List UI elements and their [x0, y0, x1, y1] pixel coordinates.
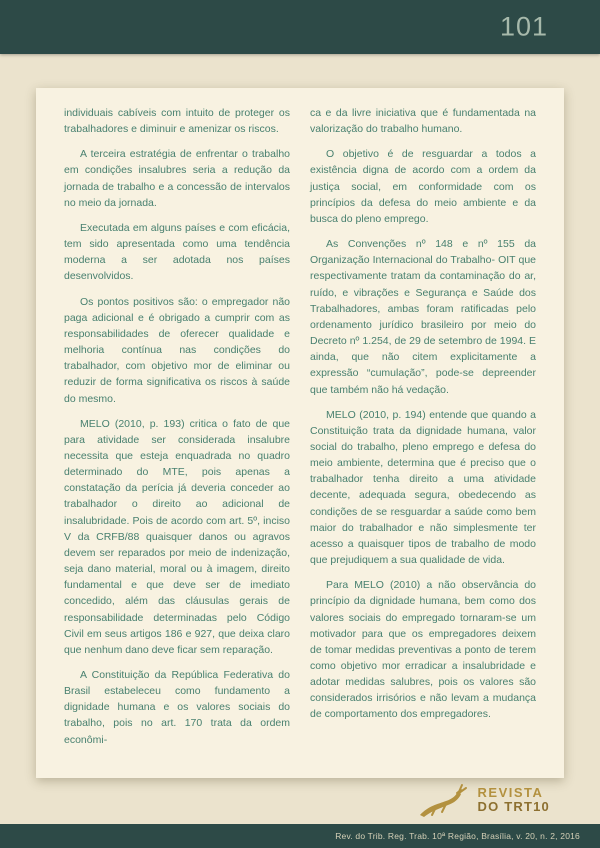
paragraph: A Constituição da República Federativa do Brasil estabeleceu como fundamento a dignidade humana e os valores sociais do trabalho, pois no art. 170 trata da ordem econômi-: [64, 669, 290, 746]
right-column: [310, 105, 536, 761]
paragraph: MELO (2010, p. 194) entende que quando a Constituição trata da dignidade humana, valor social do trabalho, pleno emprego e defesa do meio ambiente, determina que é preciso que o trabalhador tenha direito a uma atividade decente, adequada segura, obedecendo as condições de se resguardar a saúde como bem maior do trabalhador e não simplesmente ter acesso a quaisquer tipos de trabalho de modo que prejudiquem a sua qualidade de vida.: [310, 408, 536, 567]
page-number: 101: [499, 11, 548, 42]
two-column-text: [64, 105, 536, 761]
paragraph: Executada em alguns países e com eficácia, tem sido apresentada como uma tendência moderna a ser adotada nos países desenvolvidos.: [64, 221, 290, 283]
paragraph: individuais cabíveis com intuito de proteger os trabalhadores e diminuir e amenizar os riscos.: [64, 107, 290, 136]
logo-wordmark: [478, 786, 550, 814]
footer-bar: [0, 824, 600, 848]
page-header-band: [0, 0, 600, 54]
paragraph: Para MELO (2010) a não observância do princípio da dignidade humana, bem como dos valores sociais do empregado tornaram-se um motivador para que os empregadores deixem de tomar medidas preventivas a ponto de terem como objetivo mor erradicar a insalubridade e adotar medidas salubres, pois os valores são considerados irrisórios e não levam a mudança de comportamento dos empregadores.: [310, 579, 536, 721]
citation: Rev. do Trib. Reg. Trab. 10ª Região, Brasília, v. 20, n. 2, 2016: [335, 831, 580, 841]
paragraph: MELO (2010, p. 193) critica o fato de que para atividade ser considerada insalubre necessita que esteja enquadrada no quadro determinado do MTE, pois apenas a constatação da perícia já deveria conceder ao trabalhador o direito ao adicional de insalubridade. Pois de acordo com art. 5º, inciso V da CRFB/88 quaisquer danos ou agravos devem ser reparados por meio de indenização, seja dano material, moral ou à imagem, direito fundamental e que deve ser de imediato concedido, além das cláusulas gerais de responsabilidade determinadas pelo Código Civil em seus artigos 186 e 927, que deixa claro que nenhum dano deve ficar sem reparação.: [64, 417, 290, 656]
paragraph: ca e da livre iniciativa que é fundamentada na valorização do trabalho humano.: [310, 107, 536, 136]
paragraph: As Convenções nº 148 e nº 155 da Organização Internacional do Trabalho- OIT que respectivamente tratam da contaminação do ar, ruído, e vibrações e Segurança e Saúde dos Trabalhadores, ambas foram ratificadas pelo ordenamento jurídico brasileiro por meio do Decreto nº 1.254, de 29 de setembro de 1994. E ainda, que não citem explicitamente a expressão “cumulação”, pode-se depreender que também não há vedação.: [310, 238, 536, 396]
deer-icon: [418, 782, 470, 818]
logo-text-trt10: DO TRT10: [477, 799, 550, 814]
paragraph: Os pontos positivos são: o empregador não paga adicional e é obrigado a cumprir com as responsabilidades de oferecer qualidade e melhoria contínua nas condições do trabalhador, com objetivo mor de eliminar ou reduzir de forma significativa os riscos à saúde do mesmo.: [64, 295, 290, 405]
content-card: [36, 88, 564, 778]
paragraph: A terceira estratégia de enfrentar o trabalho em condições insalubres seria a redução da jornada de trabalho e a concessão de intervalos no meio da jornada.: [64, 148, 290, 209]
paragraph: O objetivo é de resguardar a todos a existência digna de acordo com a ordem da justiça social, em conformidade com os princípios da defesa do meio ambiente e da busca do pleno emprego.: [310, 148, 536, 225]
left-column: [64, 105, 290, 761]
logo-text-revista: REVISTA: [477, 784, 544, 800]
revista-trt10-logo: [418, 782, 550, 818]
